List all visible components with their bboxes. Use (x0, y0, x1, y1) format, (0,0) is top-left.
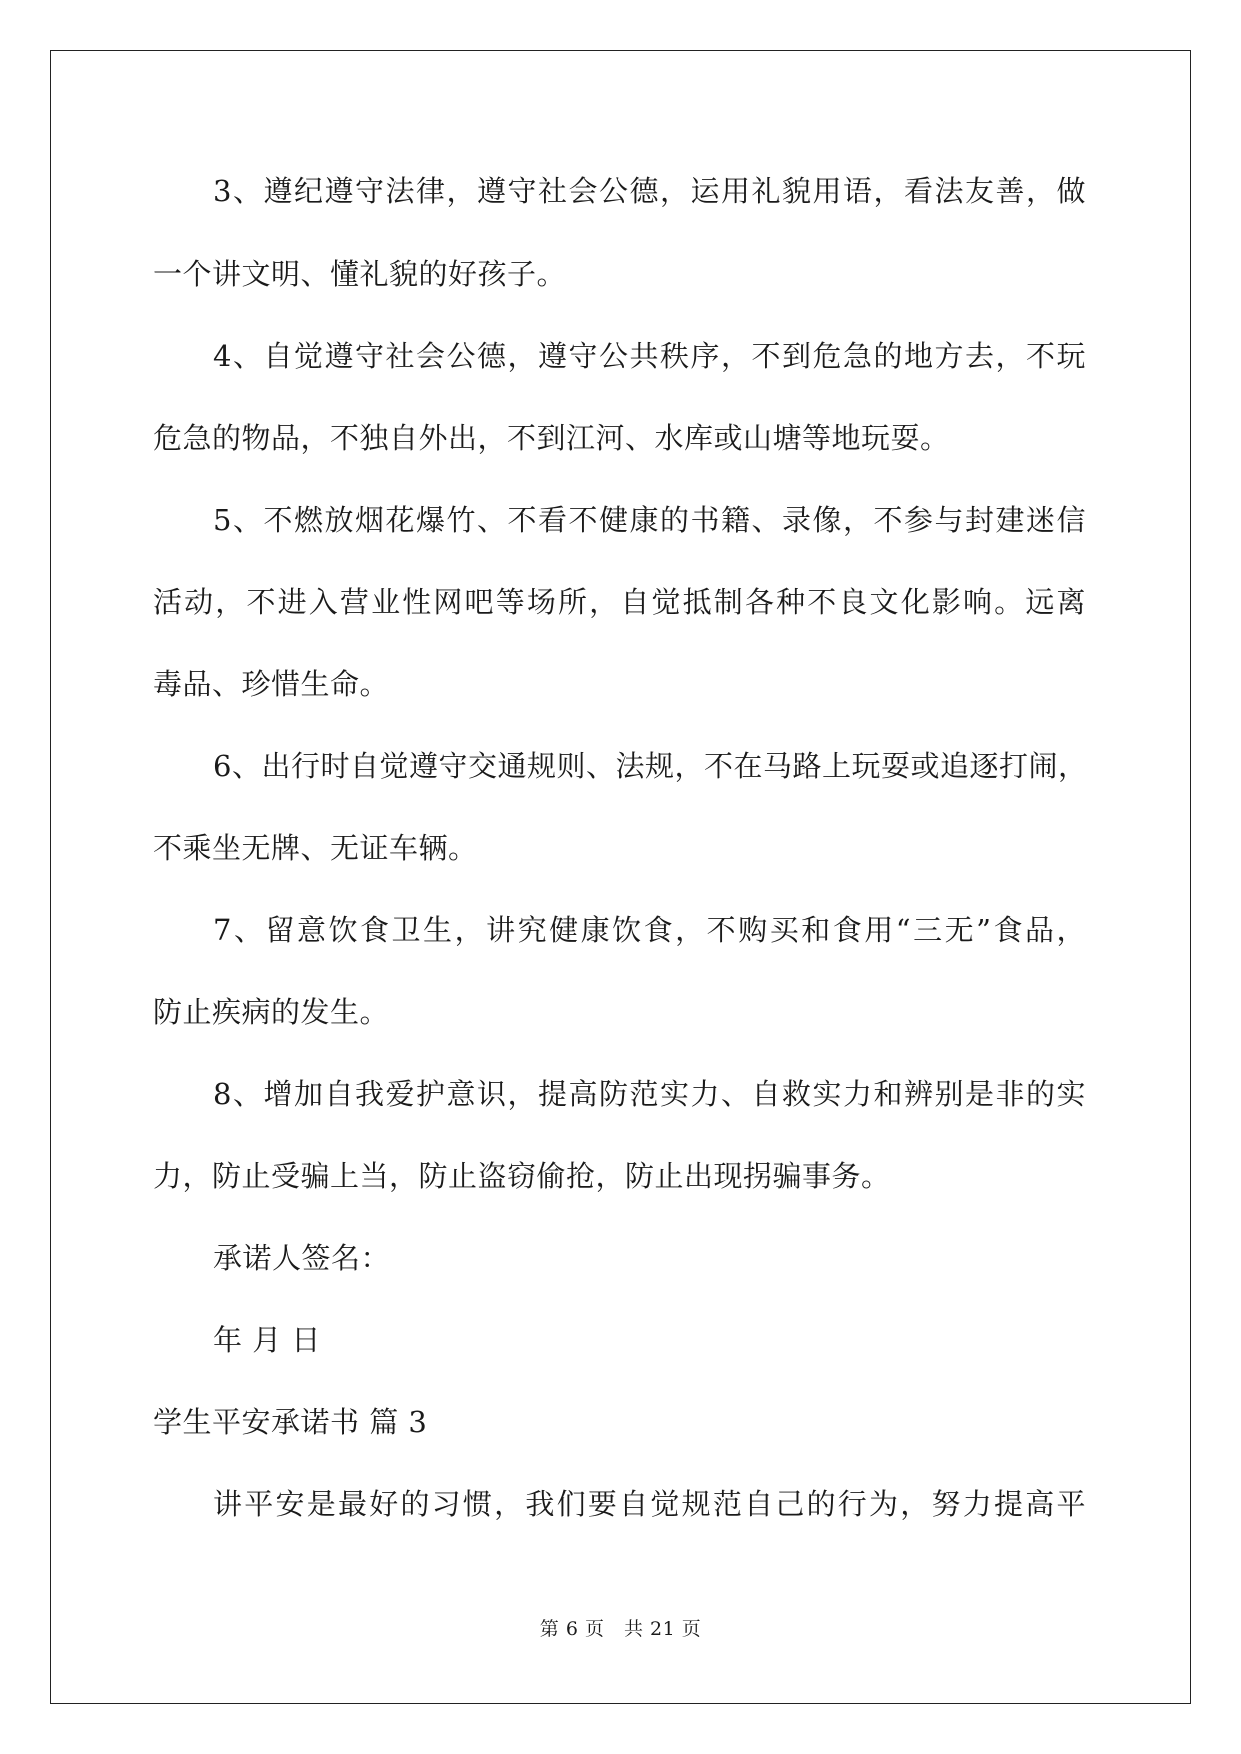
date-line: 年 月 日 (213, 1323, 321, 1357)
paragraph-6-line-1: 6、出行时自觉遵守交通规则、法规，不在马路上玩耍或追逐打闹， (213, 749, 1088, 783)
paragraph-3-line-2: 一个讲文明、懂礼貌的好孩子。 (153, 257, 567, 291)
paragraph-5-line-3: 毒品、珍惜生命。 (153, 667, 390, 701)
paragraph-3-line-1: 3、遵纪遵守法律，遵守社会公德，运用礼貌用语，看法友善，做 (213, 174, 1086, 208)
paragraph-intro-line-1: 讲平安是最好的习惯，我们要自觉规范自己的行为，努力提高平 (213, 1487, 1086, 1521)
paragraph-4-line-1: 4、自觉遵守社会公德，遵守公共秩序，不到危急的地方去，不玩 (213, 339, 1086, 373)
paragraph-6-line-2: 不乘坐无牌、无证车辆。 (153, 831, 478, 865)
paragraph-4-line-2: 危急的物品，不独自外出，不到江河、水库或山塘等地玩耍。 (153, 421, 950, 455)
paragraph-7-line-2: 防止疾病的发生。 (153, 995, 390, 1029)
page-footer: 第 6 页 共 21 页 (539, 1618, 702, 1640)
paragraph-5-line-1: 5、不燃放烟花爆竹、不看不健康的书籍、录像，不参与封建迷信 (213, 503, 1086, 537)
paragraph-5-line-2: 活动，不进入营业性网吧等场所，自觉抵制各种不良文化影响。远离 (153, 585, 1086, 619)
paragraph-8-line-1: 8、增加自我爱护意识，提高防范实力、自救实力和辨别是非的实 (213, 1077, 1086, 1111)
paragraph-7-line-1: 7、留意饮食卫生，讲究健康饮食，不购买和食用“三无”食品， (213, 913, 1086, 947)
signature-label: 承诺人签名： (213, 1241, 391, 1275)
paragraph-8-line-2: 力，防止受骗上当，防止盗窃偷抢，防止出现拐骗事务。 (153, 1159, 891, 1193)
page-border (50, 50, 1191, 1704)
section-heading: 学生平安承诺书 篇 3 (153, 1405, 428, 1439)
